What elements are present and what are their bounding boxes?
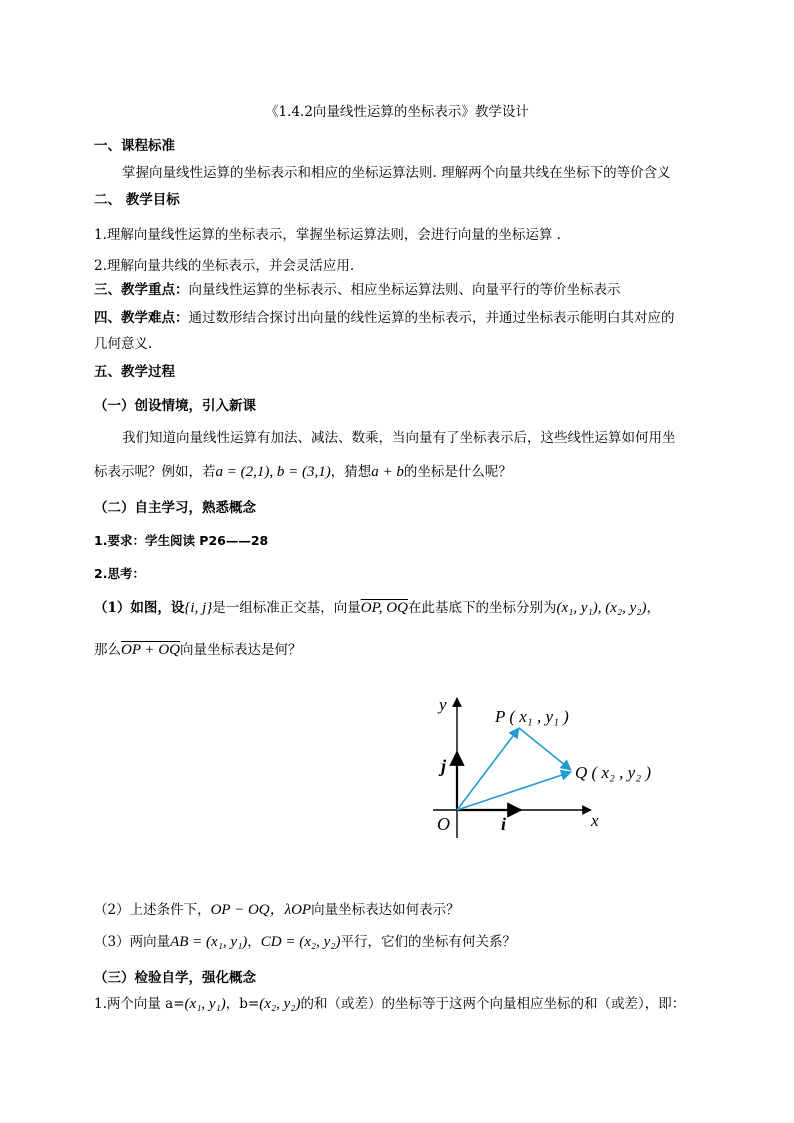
- question-1-line-1: [94, 598, 660, 618]
- part-1-line-2: [94, 462, 512, 482]
- question-2-text-b: 向量坐标表达如何表示？: [311, 902, 460, 918]
- y-axis-label: y: [439, 695, 447, 714]
- section-4-label: 四、教学难点：: [94, 310, 189, 326]
- origin-label: O: [437, 814, 450, 834]
- question-1-text-c: 在此基底下的坐标分别为: [407, 600, 557, 616]
- part-2-heading: （二）自主学习，熟悉概念: [94, 500, 256, 516]
- vector-op: [457, 728, 519, 810]
- difference-and-scalar-formula: OP − OQ，λOP: [210, 902, 312, 918]
- section-5-heading: 五、教学过程: [94, 364, 175, 380]
- question-1-text-b: 是一组标准正交基，向量: [212, 600, 361, 616]
- question-1-text-d: ，: [646, 600, 660, 616]
- part-1-heading: （一）创设情境，引入新课: [94, 398, 256, 414]
- sum-formula: a + b: [371, 464, 404, 480]
- point-q-label: Q ( x₂ , y₂ ): [575, 763, 652, 782]
- vector-ab-formula: AB = (x₁, y₁): [170, 934, 248, 950]
- part-3-text-b: ，b=: [225, 996, 260, 1012]
- question-3-text-a: （3）两向量: [94, 934, 171, 950]
- question-3: [94, 932, 516, 952]
- section-1-heading: 一、课程标准: [94, 138, 175, 154]
- section-4-body: 通过数形结合探讨出向量的线性运算的坐标表示，并通过坐标表示能明白其对应的: [188, 310, 675, 326]
- j-label: j: [441, 756, 447, 776]
- requirement: 1.要求：学生阅读 P26——28: [94, 533, 269, 548]
- part-1-line-1: 我们知道向量线性运算有加法、减法、数乘，当向量有了坐标表示后，这些线性运算如何用坐: [122, 430, 676, 446]
- section-3-body: 向量线性运算的坐标表示、相应坐标运算法则、向量平行的等价坐标表示: [188, 282, 621, 298]
- goal-2: 2.理解向量共线的坐标表示，并会灵活应用.: [94, 258, 355, 274]
- x-axis-label: x: [591, 811, 599, 830]
- question-1-text-a: （1）如图，设: [94, 600, 185, 616]
- question-1-line-2: [94, 640, 302, 660]
- part-3-text-c: 的和（或差）的坐标等于这两个向量相应坐标的和（或差），即：: [300, 996, 686, 1012]
- part-3-text-a: 1.两个向量 a=: [94, 996, 185, 1012]
- section-3: [94, 280, 621, 300]
- vector-a-coordinates: (x₁, y₁): [184, 996, 226, 1012]
- section-4-line-2: 几何意义.: [94, 336, 153, 352]
- vector-b-coordinates: (x₂, y₂): [259, 996, 301, 1012]
- goal-1: 1.理解向量线性运算的坐标表示，掌握坐标运算法则，会进行向量的坐标运算 .: [94, 227, 561, 243]
- question-3-text-b: ，: [247, 934, 261, 950]
- vector-figure: [425, 690, 652, 840]
- question-3-text-c: 平行，它们的坐标有何关系？: [340, 934, 516, 950]
- question-1-line-2-text-a: 那么: [94, 642, 121, 658]
- vectors-op-oq: OP, OQ: [360, 600, 408, 616]
- section-1-body: 掌握向量线性运算的坐标表示和相应的坐标运算法则. 理解两个向量共线在坐标下的等价含义: [122, 165, 671, 181]
- question-2-text-a: （2）上述条件下，: [94, 902, 211, 918]
- vector-cd-formula: CD = (x₂, y₂): [260, 934, 341, 950]
- section-2-heading: 二、 教学目标: [94, 192, 180, 208]
- section-4-line-1: [94, 308, 675, 328]
- part-1-text-b: ，猜想: [330, 464, 372, 480]
- vector-pq: [519, 728, 571, 770]
- question-2: [94, 900, 460, 920]
- vector-oq: [457, 772, 571, 810]
- coordinates-formula: (x₁, y₁), (x₂, y₂): [556, 600, 647, 616]
- think-heading: 2.思考：: [94, 566, 145, 581]
- i-label: i: [501, 814, 507, 834]
- part-3-line-1: [94, 994, 685, 1014]
- section-3-label: 三、教学重点：: [94, 282, 189, 298]
- basis-formula: {i, j}: [184, 600, 213, 616]
- example-vectors-formula: a = (2,1), b = (3,1): [215, 464, 331, 480]
- document-title: 《1.4.2向量线性运算的坐标表示》教学设计: [265, 104, 529, 120]
- point-p-label: P ( x₁ , y₁ ): [495, 707, 569, 726]
- part-3-heading: （三）检验自学，强化概念: [94, 970, 256, 986]
- part-1-text-a: 标表示呢？例如，若: [94, 464, 216, 480]
- part-1-text-c: 的坐标是什么呢？: [403, 464, 512, 480]
- op-plus-oq-formula: OP + OQ: [121, 642, 181, 658]
- question-1-line-2-text-b: 向量坐标表达是何？: [180, 642, 302, 658]
